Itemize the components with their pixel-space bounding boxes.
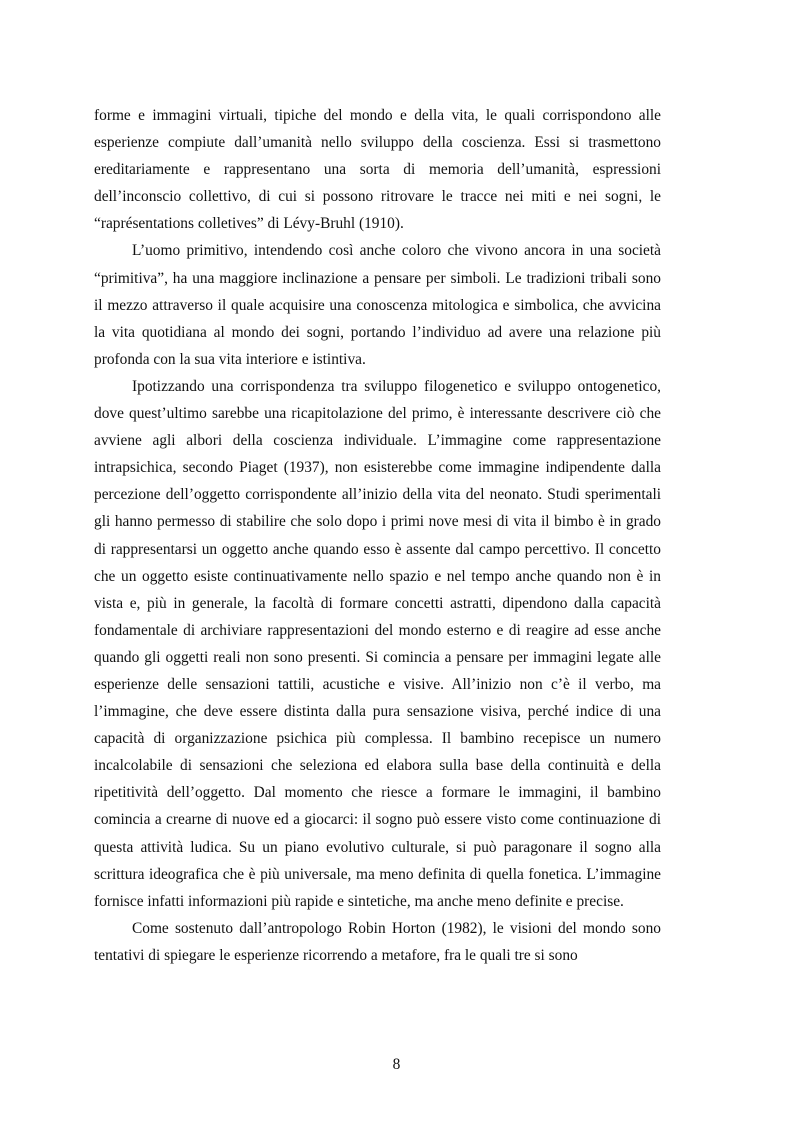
paragraph-3: Ipotizzando una corrispondenza tra sviluppo filogenetico e sviluppo ontogenetico, dove quest’ultimo sarebbe una ricapitolazione del primo, è interessante descrivere ciò che avviene agli albori della coscienza individuale. L’immagine come rappresentazione intrapsichica, secondo Piaget (1937), non esisterebbe come immagine indipendente dalla percezione dell’oggetto corrispondente all’inizio della vita del neonato. Studi sperimentali gli hanno permesso di stabilire che solo dopo i primi nove mesi di vita il bimbo è in grado di rappresentarsi un oggetto anche quando esso è assente dal campo percettivo. Il concetto che un oggetto esiste continuativamente nello spazio e nel tempo anche quando non è in vista e, più in generale, la facoltà di formare concetti astratti, dipendono dalla capacità fondamentale di archiviare rappresentazioni del mondo esterno e di reagire ad esse anche quando gli oggetti reali non sono presenti. Si comincia a pensare per immagini legate alle esperienze delle sensazioni tattili, acustiche e visive. All’inizio non c’è il verbo, ma l’immagine, che deve essere distinta dalla pura sensazione visiva, perché indice di una capacità di organizzazione psichica più complessa. Il bambino recepisce un numero incalcolabile di sensazioni che seleziona ed elabora sulla base della continuità e della ripetitività dell’oggetto. Dal momento che riesce a formare le immagini, il bambino comincia a crearne di nuove ed a giocarci: il sogno può essere visto come continuazione di questa attività ludica. Su un piano evolutivo culturale, si può paragonare il sogno alla scrittura ideografica che è più universale, ma meno definita di quella fonetica. L’immagine fornisce infatti informazioni più rapide e sintetiche, ma anche meno definite e precise. [94,377,661,910]
page-number: 8 [392,1056,401,1073]
paragraph-2: L’uomo primitivo, intendendo così anche coloro che vivono ancora in una società “primitiva”, ha una maggiore inclinazione a pensare per simboli. Le tradizioni tribali sono il mezzo attraverso il quale acquisire una conoscenza mitologica e simbolica, che avvicina la vita quotidiana al mondo dei sogni, portando l’individuo ad avere una relazione più profonda con la sua vita interiore e istintiva. [94,242,661,368]
paragraph-4: Come sostenuto dall’antropologo Robin Horton (1982), le visioni del mondo sono tentativi di spiegare le esperienze ricorrendo a metafore, fra le quali tre si sono [94,919,661,964]
paragraph-1: forme e immagini virtuali, tipiche del mondo e della vita, le quali corrispondono alle esperienze compiute dall’umanità nello sviluppo della coscienza. Essi si trasmettono ereditariamente e rappresentano una sorta di memoria dell’umanità, espressioni dell’inconscio collettivo, di cui si possono ritrovare le tracce nei miti e nei sogni, le “raprésentations colletives” di Lévy-Bruhl (1910). [94,107,661,233]
page-body [94,102,661,969]
